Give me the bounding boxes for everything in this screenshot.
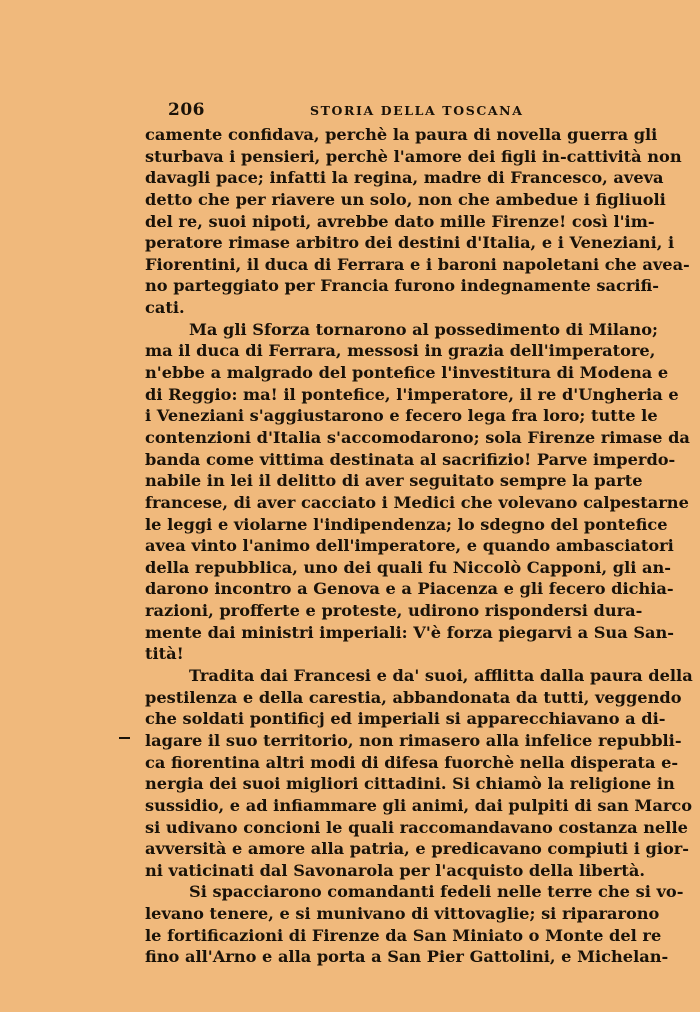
text-line: i Veneziani s'aggiustarono e fecero lega fra loro; tutte le — [145, 406, 658, 426]
text-line: del re, suoi nipoti, avrebbe dato mille Firenze! così l'im- — [145, 211, 655, 231]
text-line: contenzioni d'Italia s'accomodarono; sola Firenze rimase da — [145, 427, 690, 447]
text-line: mente dai ministri imperiali: V'è forza piegarvi a Sua San- — [145, 622, 674, 642]
text-line: nergia dei suoi migliori cittadini. Si chiamò la religione in — [145, 774, 675, 794]
margin-dash-mark — [119, 737, 130, 739]
paragraph-first-line: Si spacciarono comandanti fedeli nelle terre che si vo- — [189, 882, 684, 902]
text-line: francese, di aver cacciato i Medici che volevano calpestarne — [145, 492, 689, 512]
body-text — [145, 124, 693, 968]
text-line: banda come vittima destinata al sacrifizio! Parve imperdo- — [145, 449, 676, 469]
text-line: sturbava i pensieri, perchè l'amore dei figli in-cattività non — [145, 146, 682, 166]
paragraph-first-line: Tradita dai Francesi e da' suoi, afflitta dalla paura della — [189, 666, 693, 686]
text-line: sussidio, e ad infiammare gli animi, dai pulpiti di san Marco — [145, 795, 693, 815]
text-line: pestilenza e della carestia, abbandonata da tutti, veggendo — [145, 687, 682, 707]
text-line: razioni, profferte e proteste, udirono rispondersi dura- — [145, 601, 643, 621]
text-line: no parteggiato per Francia furono indegnamente sacrifi- — [145, 276, 660, 296]
text-line: peratore rimase arbitro dei destini d'Italia, e i Veneziani, i — [145, 233, 675, 253]
paragraph-first-line: Ma gli Sforza tornarono al possedimento di Milano; — [189, 319, 659, 339]
text-line: lagare il suo territorio, non rimasero alla infelice repubbli- — [145, 730, 682, 750]
text-line: avversità e amore alla patria, e predicavano compiuti i gior- — [145, 839, 690, 859]
text-line: camente confidava, perchè la paura di novella guerra gli — [145, 125, 658, 144]
text-line: darono incontro a Genova e a Piacenza e gli fecero dichia- — [145, 579, 674, 599]
text-line: le leggi e violarne l'indipendenza; lo sdegno del pontefice — [145, 514, 668, 534]
text-line: si udivano concioni le quali raccomandavano costanza nelle — [145, 817, 688, 837]
page-header — [168, 100, 640, 120]
text-line: avea vinto l'animo dell'imperatore, e quando ambasciatori — [145, 536, 674, 556]
text-line: davagli pace; infatti la regina, madre di Francesco, aveva — [145, 168, 664, 188]
text-line: ca fiorentina altri modi di difesa fuorchè nella disperata e- — [145, 752, 679, 772]
text-line: che soldati pontificj ed imperiali si apparecchiavano a di- — [145, 709, 666, 729]
text-line: ni vaticinati dal Savonarola per l'acquisto della libertà. — [145, 860, 646, 880]
text-line: Fiorentini, il duca di Ferrara e i baroni napoletani che avea- — [145, 254, 690, 274]
page-number: 206 — [168, 100, 205, 120]
text-line: detto che per riavere un solo, non che ambedue i figliuoli — [145, 189, 666, 209]
running-title: STORIA DELLA TOSCANA — [310, 103, 524, 118]
text-line: fino all'Arno e alla porta a San Pier Gattolini, e Michelan- — [145, 947, 669, 967]
text-line: cati. — [145, 298, 185, 318]
text-line: tità! — [145, 644, 184, 664]
text-line: levano tenere, e si munivano di vittovaglie; si ripararono — [145, 904, 660, 924]
text-line: di Reggio: ma! il pontefice, l'imperatore, il re d'Ungheria e — [145, 384, 679, 404]
text-line: della repubblica, uno dei quali fu Niccolò Capponi, gli an- — [145, 557, 672, 577]
text-line: n'ebbe a malgrado del pontefice l'investitura di Modena e — [145, 363, 669, 383]
text-line: ma il duca di Ferrara, messosi in grazia dell'imperatore, — [145, 341, 656, 361]
text-line: nabile in lei il delitto di aver seguitato sempre la parte — [145, 471, 643, 491]
text-line: le fortificazioni di Firenze da San Miniato o Monte del re — [145, 925, 662, 945]
